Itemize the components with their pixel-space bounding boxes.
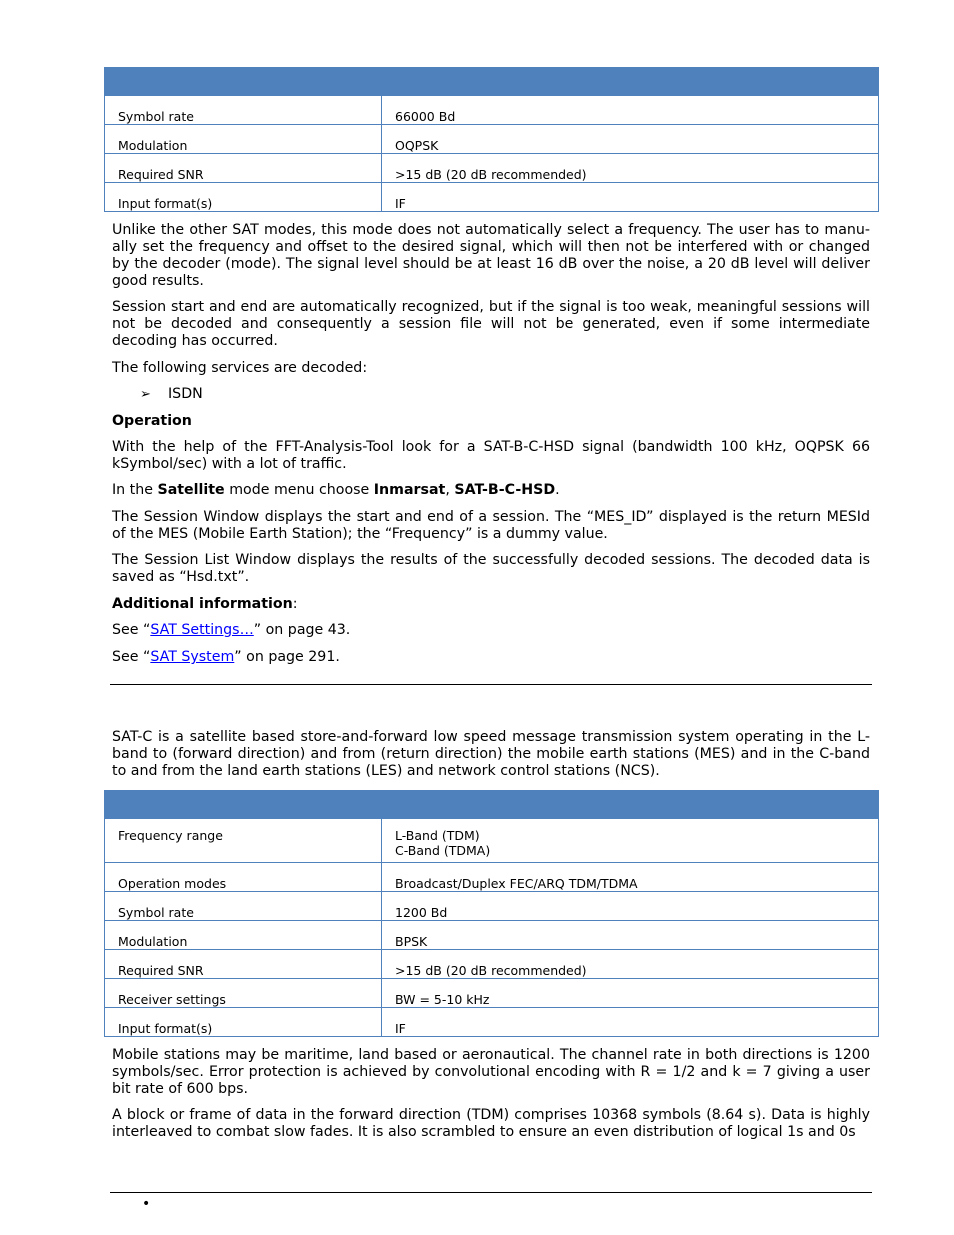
table-row: Required SNR >15 dB (20 dB recommended) bbox=[105, 950, 879, 979]
paragraph-menu-path: In the Satellite mode menu choose Inmarsat, SAT-B-C-HSD. bbox=[112, 482, 560, 498]
table-row: Modulation BPSK bbox=[105, 921, 879, 950]
arrow-bullet-icon: ➢ bbox=[140, 387, 151, 402]
menu-sat-b-c-hsd: SAT-B-C-HSD bbox=[454, 482, 556, 498]
footer-divider bbox=[110, 1192, 872, 1193]
table-row: Symbol rate 1200 Bd bbox=[105, 892, 879, 921]
heading-operation: Operation bbox=[112, 413, 192, 429]
table-row: Modulation OQPSK bbox=[105, 125, 879, 154]
table-row: Required SNR >15 dB (20 dB recommended) bbox=[105, 154, 879, 183]
see-also-sat-settings: See “SAT Settings…” on page 43. bbox=[112, 622, 351, 638]
paragraph-sat-c-intro: SAT-C is a satellite based store-and-forward low speed message transmission system operating in the L-band to (forward direction) and from (return direction) the mobile earth stations (MES) and in the C-band to and from the land earth stations (LES) and network control stations (NCS). bbox=[112, 729, 870, 779]
service-item-isdn: ISDN bbox=[168, 386, 203, 402]
table-row: Input format(s) IF bbox=[105, 1008, 879, 1037]
table-row: Receiver settings BW = 5-10 kHz bbox=[105, 979, 879, 1008]
menu-inmarsat: Inmarsat bbox=[373, 482, 446, 498]
table-header-row bbox=[105, 68, 879, 96]
paragraph-mode-frequency: Unlike the other SAT modes, this mode does not automatically select a frequency. The user has to manu-ally set the frequency and offset to the desired signal, which will then not be interfered with or changed by the decoder (mode). The signal level should be at least 16 dB over the noise, a 20 dB level will deliver good results. bbox=[112, 222, 870, 289]
menu-satellite: Satellite bbox=[157, 482, 225, 498]
footer-bullet-icon: • bbox=[142, 1196, 151, 1212]
paragraph-session-list-window: The Session List Window displays the results of the successfully decoded sessions. The decoded data is saved as “Hsd.txt”. bbox=[112, 552, 870, 585]
paragraph-session-window: The Session Window displays the start and end of a session. The “MES_ID” displayed is the return MESId of the MES (Mobile Earth Station); the “Frequency” is a dummy value. bbox=[112, 509, 870, 542]
spec-table-sat-c bbox=[104, 790, 879, 1037]
table-header-row bbox=[105, 791, 879, 819]
paragraph-session-detection: Session start and end are automatically recognized, but if the signal is too weak, meaningful sessions will not be decoded and consequently a session file will not be generated, even if some intermediate decoding has occurred. bbox=[112, 299, 870, 349]
sat-system-link[interactable]: SAT System bbox=[150, 649, 235, 665]
table-row: Input format(s) IF bbox=[105, 183, 879, 212]
paragraph-mobile-stations: Mobile stations may be maritime, land based or aeronautical. The channel rate in both directions is 1200 symbols/sec. Error protection is achieved by convolutional encoding with R = 1/2 and k = 7 giving a user bit rate of 600 bps. bbox=[112, 1047, 870, 1097]
paragraph-services-intro: The following services are decoded: bbox=[112, 360, 368, 376]
see-also-sat-system: See “SAT System” on page 291. bbox=[112, 649, 340, 665]
spec-table-sat-b-c-hsd bbox=[104, 67, 879, 212]
additional-information-label: Additional information: bbox=[112, 596, 298, 612]
section-divider bbox=[110, 684, 872, 685]
paragraph-fft-instructions: With the help of the FFT-Analysis-Tool look for a SAT-B-C-HSD signal (bandwidth 100 kHz, OQPSK 66 kSymbol/sec) with a lot of traffic. bbox=[112, 439, 870, 472]
table-row: Operation modes Broadcast/Duplex FEC/ARQ TDM/TDMA bbox=[105, 863, 879, 892]
table-row: Symbol rate 66000 Bd bbox=[105, 96, 879, 125]
table-row: Frequency range L-Band (TDM) C-Band (TDMA) bbox=[105, 819, 879, 863]
sat-settings-link[interactable]: SAT Settings… bbox=[150, 622, 254, 638]
paragraph-tdm-frame: A block or frame of data in the forward direction (TDM) comprises 10368 symbols (8.64 s). Data is highly interleaved to combat slow fades. It is also scrambled to ensure an even distribution of logical 1s and 0s bbox=[112, 1107, 870, 1140]
